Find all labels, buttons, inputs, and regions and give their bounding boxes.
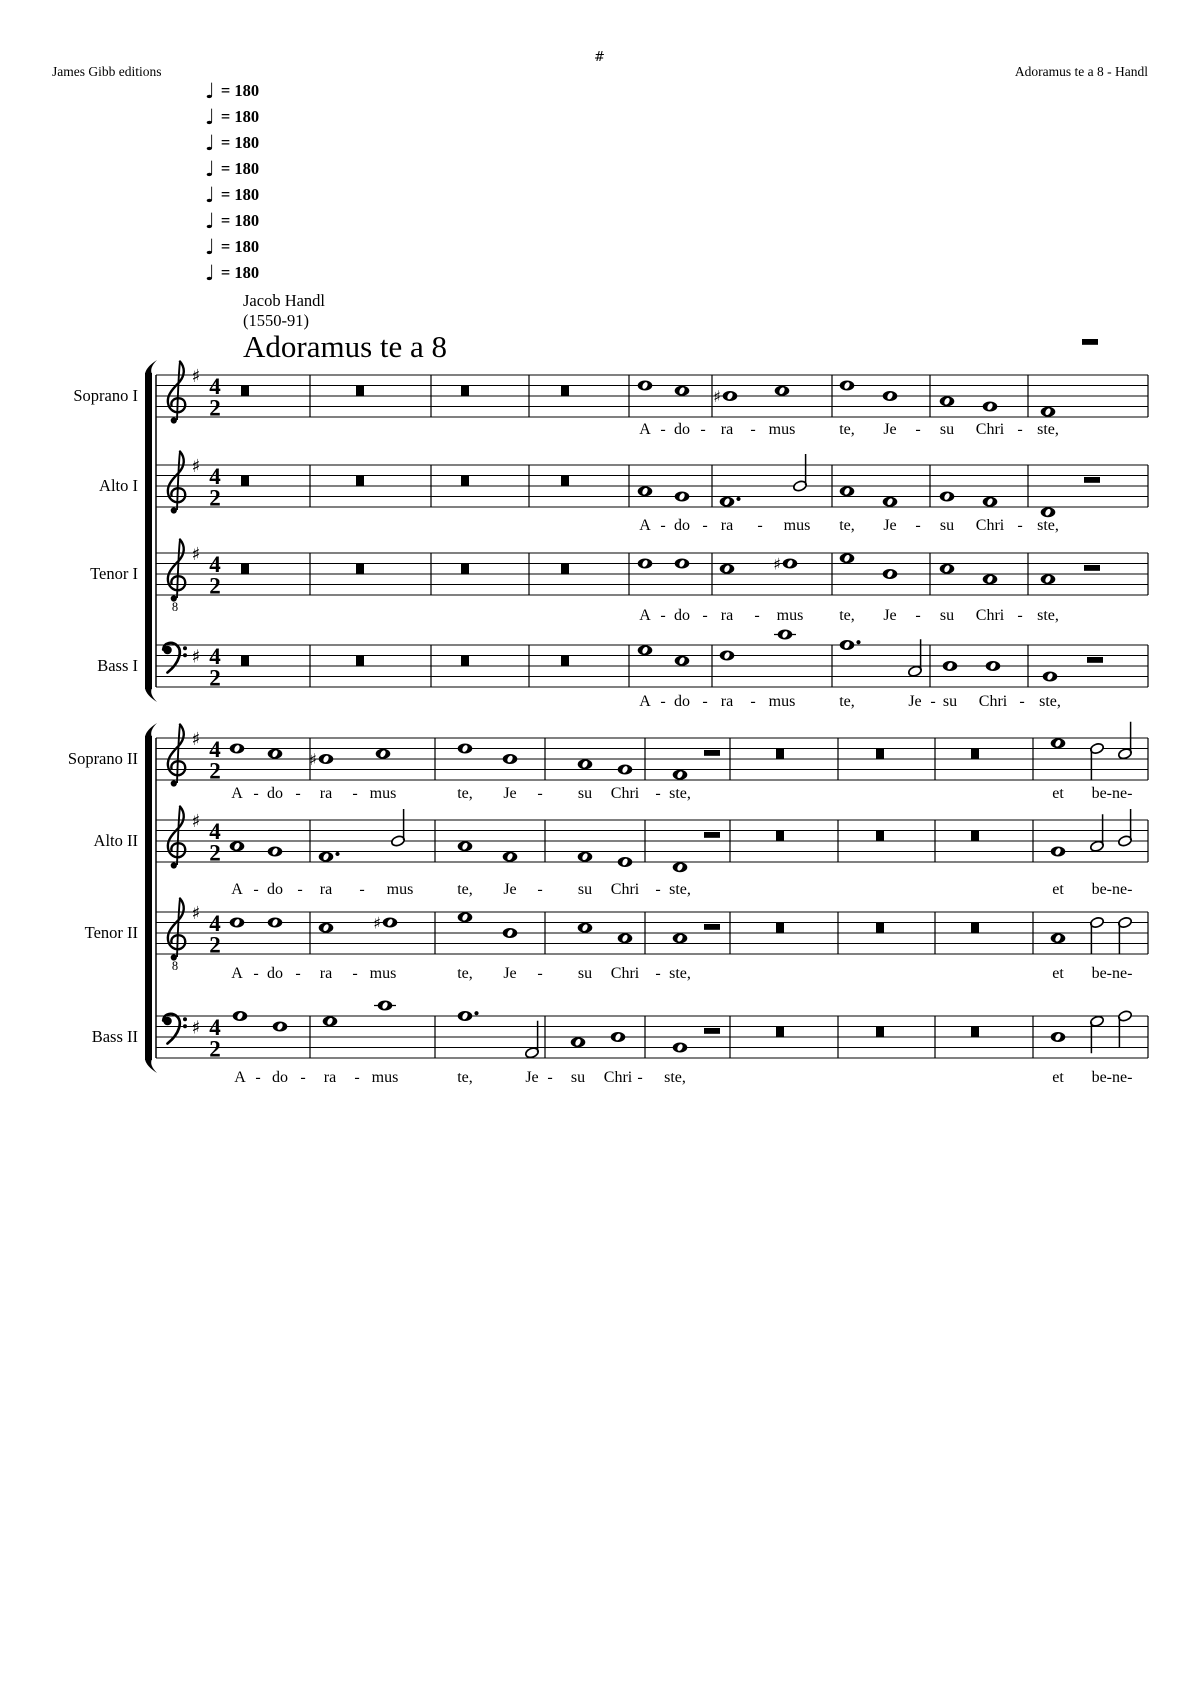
time-signature-top: 4 xyxy=(209,644,221,669)
time-signature-bottom: 2 xyxy=(209,395,221,421)
lyric-syllable: - xyxy=(300,1069,306,1086)
lyric-syllable: ste, xyxy=(669,881,691,898)
lyric-syllable: - xyxy=(655,881,661,898)
lyric-syllable: - xyxy=(750,421,756,438)
part-label-tenor-i: Tenor I xyxy=(90,564,138,583)
lyric-syllable: su xyxy=(577,785,593,802)
key-signature-sharp: ♯ xyxy=(191,544,201,565)
lyric-syllable: mus xyxy=(369,785,397,802)
treble-clef-icon xyxy=(168,362,185,413)
lyric-syllable: mus xyxy=(369,965,397,982)
time-signature-top: 4 xyxy=(209,552,221,577)
lyric-syllable: be-ne- xyxy=(1091,881,1133,898)
breve-rest xyxy=(776,749,784,760)
lyric-syllable: - xyxy=(253,785,259,802)
bass-clef-dot xyxy=(183,1017,187,1021)
lyric-syllable: - xyxy=(359,881,365,898)
time-signature-bottom: 2 xyxy=(209,573,221,599)
treble-clef-icon xyxy=(168,540,185,591)
lyric-syllable: te, xyxy=(457,965,473,982)
system-bracket xyxy=(145,373,152,689)
whole-rest xyxy=(1082,339,1098,345)
tempo-mark: ♩ = 180 xyxy=(205,79,260,103)
lyric-syllable: su xyxy=(939,421,955,438)
treble-clef-blob xyxy=(171,862,177,868)
lyric-syllable: A xyxy=(231,965,243,982)
lyric-syllable: et xyxy=(1052,881,1064,898)
lyric-syllable: mus xyxy=(768,693,796,710)
breve-rest xyxy=(561,476,569,487)
lyric-syllable: ste, xyxy=(669,965,691,982)
bracket-hook-top xyxy=(145,360,157,374)
whole-rest xyxy=(1084,565,1100,571)
lyric-syllable: - xyxy=(295,965,301,982)
breve-rest xyxy=(776,1027,784,1038)
octave-8-marker: 8 xyxy=(171,600,179,614)
lyric-syllable: - xyxy=(637,1069,643,1086)
augmentation-dot xyxy=(474,1011,478,1015)
lyric-syllable: be-ne- xyxy=(1091,785,1133,802)
lyric-syllable: ste, xyxy=(1037,607,1059,624)
breve-rest xyxy=(461,564,469,575)
treble-clef-blob xyxy=(171,780,177,786)
whole-rest xyxy=(1087,657,1103,663)
lyric-syllable: - xyxy=(930,693,936,710)
lyric-syllable: su xyxy=(577,965,593,982)
breve-rest xyxy=(561,656,569,667)
lyric-syllable: - xyxy=(660,421,666,438)
breve-rest xyxy=(971,923,979,934)
lyric-syllable: su xyxy=(570,1069,586,1086)
augmentation-dot xyxy=(736,497,740,501)
lyric-syllable: - xyxy=(655,965,661,982)
sharp-accidental: ♯ xyxy=(373,913,381,933)
lyric-syllable: Je xyxy=(503,965,517,982)
running-header: Adoramus te a 8 - Handl xyxy=(1014,64,1148,79)
lyric-syllable: ra xyxy=(720,607,734,624)
bracket-hook-bottom xyxy=(145,688,157,702)
lyric-syllable: et xyxy=(1052,785,1064,802)
lyric-syllable: mus xyxy=(768,421,796,438)
breve-rest xyxy=(876,831,884,842)
treble-clef-icon xyxy=(168,899,185,950)
lyric-syllable: - xyxy=(537,965,543,982)
whole-rest xyxy=(1084,477,1100,483)
lyric-syllable: Chri xyxy=(978,693,1008,710)
lyric-syllable: - xyxy=(1017,517,1023,534)
tempo-mark: ♩ = 180 xyxy=(205,235,260,259)
lyric-syllable: Chri xyxy=(610,965,640,982)
quarter-note-icon: ♩ xyxy=(205,261,215,285)
lyric-syllable: do xyxy=(674,607,690,624)
bracket-hook-bottom xyxy=(145,1059,157,1073)
lyric-syllable: - xyxy=(537,881,543,898)
sharp-accidental: ♯ xyxy=(309,750,317,769)
breve-rest xyxy=(876,749,884,760)
tempo-mark: ♩ = 180 xyxy=(205,157,260,181)
lyric-syllable: - xyxy=(295,785,301,802)
key-signature-sharp: ♯ xyxy=(191,646,201,668)
lyric-syllable: - xyxy=(757,517,763,534)
lyric-syllable: ra xyxy=(319,881,333,898)
system-bracket xyxy=(145,736,152,1060)
lyric-syllable: - xyxy=(660,607,666,624)
quarter-note-icon: ♩ xyxy=(205,79,215,103)
bass-clef-dot xyxy=(183,653,187,657)
lyric-syllable: A xyxy=(639,693,651,710)
augmentation-dot xyxy=(335,852,339,856)
tempo-mark: ♩ = 180 xyxy=(205,209,260,233)
time-signature-top: 4 xyxy=(209,374,221,399)
lyric-syllable: te, xyxy=(457,881,473,898)
lyric-syllable: do xyxy=(272,1069,288,1086)
time-signature-top: 4 xyxy=(209,737,221,762)
lyric-syllable: Chri xyxy=(610,785,640,802)
lyric-syllable: ra xyxy=(323,1069,337,1086)
tempo-mark: ♩ = 180 xyxy=(205,131,260,155)
lyric-syllable: be-ne- xyxy=(1091,965,1133,982)
composer-name: Jacob Handl xyxy=(243,291,326,310)
lyric-syllable: - xyxy=(702,517,708,534)
lyric-syllable: su xyxy=(939,607,955,624)
breve-rest xyxy=(461,386,469,397)
lyric-syllable: ste, xyxy=(1037,421,1059,438)
lyric-syllable: ra xyxy=(720,421,734,438)
quarter-note-icon: ♩ xyxy=(205,235,215,259)
quarter-note-icon: ♩ xyxy=(205,209,215,233)
sharp-accidental: ♯ xyxy=(713,387,721,406)
whole-rest xyxy=(704,924,720,930)
lyric-syllable: A xyxy=(231,881,243,898)
breve-rest xyxy=(241,656,249,667)
lyric-syllable: mus xyxy=(386,881,414,898)
treble-clef-icon xyxy=(168,725,185,776)
breve-rest xyxy=(561,564,569,575)
breve-rest xyxy=(971,749,979,760)
lyric-syllable: Je xyxy=(883,421,897,438)
treble-clef-blob xyxy=(171,417,177,423)
quarter-note-icon: ♩ xyxy=(205,105,215,129)
lyric-syllable: mus xyxy=(776,607,804,624)
breve-rest xyxy=(241,564,249,575)
breve-rest xyxy=(561,386,569,397)
lyric-syllable: su xyxy=(939,517,955,534)
lyric-syllable: - xyxy=(1017,607,1023,624)
breve-rest xyxy=(461,476,469,487)
lyric-syllable: ra xyxy=(319,965,333,982)
lyric-syllable: - xyxy=(1019,693,1025,710)
time-signature-bottom: 2 xyxy=(209,932,221,958)
lyric-syllable: te, xyxy=(457,785,473,802)
lyric-syllable: te, xyxy=(839,421,855,438)
octave-8-marker: 8 xyxy=(171,959,179,973)
header-sharp-mark: # xyxy=(594,50,605,65)
key-signature-sharp: ♯ xyxy=(191,729,201,750)
lyric-syllable: et xyxy=(1052,965,1064,982)
whole-rest xyxy=(704,1028,720,1034)
breve-rest xyxy=(971,1027,979,1038)
lyric-syllable: - xyxy=(750,693,756,710)
quarter-note-icon: ♩ xyxy=(205,183,215,207)
breve-rest xyxy=(356,386,364,397)
time-signature-top: 4 xyxy=(209,464,221,489)
lyric-syllable: - xyxy=(253,881,259,898)
lyric-syllable: Je xyxy=(503,785,517,802)
part-label-alto-ii: Alto II xyxy=(93,831,138,850)
quarter-note-icon: ♩ xyxy=(205,157,215,181)
part-label-tenor-ii: Tenor II xyxy=(84,923,138,942)
bass-clef-dot xyxy=(183,1024,187,1028)
lyric-syllable: A xyxy=(639,421,651,438)
lyric-syllable: - xyxy=(253,965,259,982)
lyric-syllable: - xyxy=(1017,421,1023,438)
key-signature-sharp: ♯ xyxy=(191,811,201,832)
breve-rest xyxy=(776,831,784,842)
lyric-syllable: - xyxy=(915,517,921,534)
composer-dates: (1550-91) xyxy=(243,311,309,330)
treble-clef-icon xyxy=(168,452,185,503)
lyric-syllable: do xyxy=(267,965,283,982)
lyric-syllable: Je xyxy=(525,1069,539,1086)
lyric-syllable: et xyxy=(1052,1069,1064,1086)
breve-rest xyxy=(876,923,884,934)
lyric-syllable: do xyxy=(674,421,690,438)
tempo-mark: ♩ = 180 xyxy=(205,105,260,129)
lyric-syllable: te, xyxy=(839,607,855,624)
lyric-syllable: do xyxy=(267,881,283,898)
bracket-hook-top xyxy=(145,723,157,737)
lyric-syllable: - xyxy=(255,1069,261,1086)
lyric-syllable: Je xyxy=(883,517,897,534)
lyric-syllable: - xyxy=(547,1069,553,1086)
time-signature-top: 4 xyxy=(209,1015,221,1040)
lyric-syllable: Chri xyxy=(975,421,1005,438)
lyric-syllable: ra xyxy=(720,517,734,534)
lyric-syllable: ste, xyxy=(1039,693,1061,710)
key-signature-sharp: ♯ xyxy=(191,366,201,387)
lyric-syllable: te, xyxy=(457,1069,473,1086)
whole-rest xyxy=(704,832,720,838)
lyric-syllable: Chri xyxy=(975,517,1005,534)
lyric-syllable: su xyxy=(942,693,958,710)
lyric-syllable: A xyxy=(234,1069,246,1086)
key-signature-sharp: ♯ xyxy=(191,456,201,477)
part-label-soprano-ii: Soprano II xyxy=(67,749,138,768)
key-signature-sharp: ♯ xyxy=(191,903,201,924)
time-signature-bottom: 2 xyxy=(209,665,221,691)
lyric-syllable: be-ne- xyxy=(1091,1069,1133,1086)
breve-rest xyxy=(356,656,364,667)
time-signature-bottom: 2 xyxy=(209,485,221,511)
lyric-syllable: mus xyxy=(371,1069,399,1086)
lyric-syllable: A xyxy=(231,785,243,802)
lyric-syllable: - xyxy=(354,1069,360,1086)
breve-rest xyxy=(971,831,979,842)
lyric-syllable: Chri xyxy=(603,1069,633,1086)
lyric-syllable: ra xyxy=(720,693,734,710)
breve-rest xyxy=(241,476,249,487)
lyric-syllable: Je xyxy=(503,881,517,898)
lyric-syllable: do xyxy=(267,785,283,802)
breve-rest xyxy=(356,564,364,575)
breve-rest xyxy=(356,476,364,487)
sharp-accidental: ♯ xyxy=(773,554,781,574)
breve-rest xyxy=(241,386,249,397)
piece-title: Adoramus te a 8 xyxy=(243,329,448,364)
breve-rest xyxy=(876,1027,884,1038)
lyric-syllable: Chri xyxy=(610,881,640,898)
lyric-syllable: A xyxy=(639,607,651,624)
part-label-alto-i: Alto I xyxy=(99,476,138,495)
lyric-syllable: ra xyxy=(319,785,333,802)
time-signature-bottom: 2 xyxy=(209,1036,221,1062)
lyric-syllable: - xyxy=(660,693,666,710)
time-signature-top: 4 xyxy=(209,819,221,844)
lyric-syllable: - xyxy=(660,517,666,534)
part-label-soprano-i: Soprano I xyxy=(73,386,138,405)
lyric-syllable: Chri xyxy=(975,607,1005,624)
lyric-syllable: te, xyxy=(839,693,855,710)
whole-rest xyxy=(704,750,720,756)
lyric-syllable: ste, xyxy=(664,1069,686,1086)
lyric-syllable: ste, xyxy=(669,785,691,802)
edition-credit: James Gibb editions xyxy=(52,64,162,79)
key-signature-sharp: ♯ xyxy=(191,1017,201,1039)
lyric-syllable: - xyxy=(297,881,303,898)
lyric-syllable: - xyxy=(700,421,706,438)
lyric-syllable: - xyxy=(537,785,543,802)
lyric-syllable: - xyxy=(915,607,921,624)
breve-rest xyxy=(776,923,784,934)
lyric-syllable: ste, xyxy=(1037,517,1059,534)
treble-clef-icon xyxy=(168,807,185,858)
lyric-syllable: su xyxy=(577,881,593,898)
lyric-syllable: Je xyxy=(908,693,922,710)
lyric-syllable: - xyxy=(702,607,708,624)
augmentation-dot xyxy=(856,640,860,644)
lyric-syllable: - xyxy=(702,693,708,710)
lyric-syllable: do xyxy=(674,693,690,710)
part-label-bass-i: Bass I xyxy=(97,656,138,675)
lyric-syllable: mus xyxy=(783,517,811,534)
treble-clef-blob xyxy=(171,507,177,513)
tempo-mark: ♩ = 180 xyxy=(205,183,260,207)
lyric-syllable: - xyxy=(352,965,358,982)
breve-rest xyxy=(461,656,469,667)
time-signature-bottom: 2 xyxy=(209,840,221,866)
lyric-syllable: - xyxy=(655,785,661,802)
time-signature-bottom: 2 xyxy=(209,758,221,784)
lyric-syllable: - xyxy=(754,607,760,624)
lyric-syllable: Je xyxy=(883,607,897,624)
lyric-syllable: te, xyxy=(839,517,855,534)
lyric-syllable: - xyxy=(352,785,358,802)
part-label-bass-ii: Bass II xyxy=(91,1027,138,1046)
time-signature-top: 4 xyxy=(209,911,221,936)
tempo-mark: ♩ = 180 xyxy=(205,261,260,285)
lyric-syllable: A xyxy=(639,517,651,534)
lyric-syllable: do xyxy=(674,517,690,534)
lyric-syllable: - xyxy=(915,421,921,438)
bass-clef-dot xyxy=(183,646,187,650)
quarter-note-icon: ♩ xyxy=(205,131,215,155)
